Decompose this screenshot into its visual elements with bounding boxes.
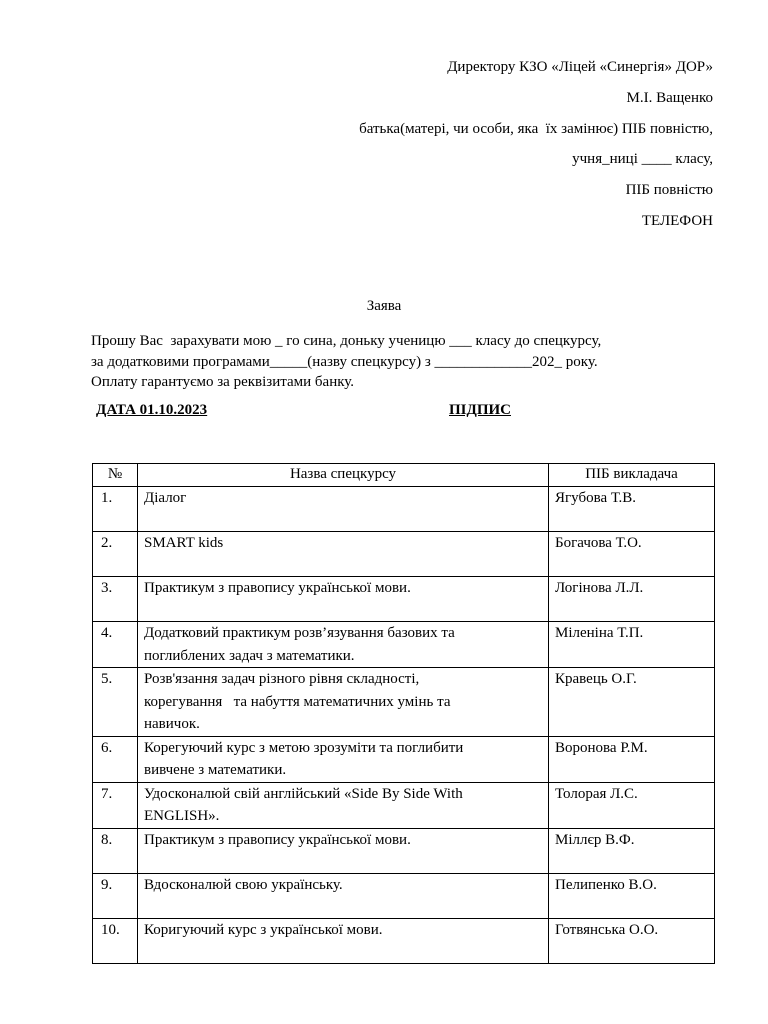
teacher-name: Міленіна Т.П.	[549, 622, 715, 668]
course-name-cell	[138, 622, 549, 668]
table-row	[93, 532, 715, 577]
application-text	[91, 331, 721, 393]
teacher-name: Ягубова Т.В.	[549, 487, 715, 532]
course-name-cell	[138, 668, 549, 737]
teacher-name: Кравець О.Г.	[549, 668, 715, 737]
application-line: Оплату гарантуємо за реквізитами банку.	[91, 374, 355, 390]
course-name-cell	[138, 828, 549, 873]
course-name-cell	[138, 736, 549, 782]
table-header-row	[93, 464, 715, 487]
row-number: 7.	[93, 782, 138, 828]
table-row	[93, 622, 715, 668]
document-title: Заява	[366, 298, 402, 314]
row-number: 2.	[93, 532, 138, 577]
course-name-cell	[138, 487, 549, 532]
course-name-line: Практикум з правопису української мови.	[144, 831, 411, 848]
table-row	[93, 918, 715, 963]
addressee-block	[359, 52, 713, 237]
parent-line: батька(матері, чи особи, яка їх замінює) ПІБ повністю,	[359, 120, 713, 137]
date-label: ДАТА 01.10.2023	[96, 402, 208, 418]
application-line: Прошу Вас зарахувати мою _ го сина, доньку ученицю ___ класу до спецкурсу,	[91, 333, 602, 349]
director-name: М.І. Ващенко	[626, 89, 713, 106]
course-name-line: Розв'язання задач різного рівня складності,	[144, 671, 420, 687]
table-row	[93, 828, 715, 873]
course-name-line: вивчене з математики.	[144, 762, 287, 778]
teacher-name: Пелипенко В.О.	[549, 873, 715, 918]
course-name-line: SMART kids	[144, 535, 224, 551]
course-name-line: ENGLISH».	[144, 808, 220, 824]
course-name-line: Діалог	[144, 490, 187, 506]
row-number: 9.	[93, 873, 138, 918]
full-name-line: ПІБ повністю	[625, 182, 713, 199]
row-number: 1.	[93, 487, 138, 532]
course-name-line: Коригуючий курс з української мови.	[144, 921, 383, 938]
courses-table	[92, 463, 715, 964]
teacher-name: Толорая Л.С.	[549, 782, 715, 828]
teacher-name: Воронова Р.М.	[549, 736, 715, 782]
column-header-teacher: ПІБ викладача	[549, 464, 715, 487]
course-name-cell	[138, 577, 549, 622]
phone-line: ТЕЛЕФОН	[641, 212, 713, 229]
course-name-line: Удосконалюй свій англійський «Side By Side With	[144, 785, 463, 802]
student-class-line: учня_ниці ____ класу,	[572, 151, 713, 168]
teacher-name: Логінова Л.Л.	[549, 577, 715, 622]
course-name-line: Вдосконалюй свою українську.	[144, 876, 343, 893]
row-number: 8.	[93, 828, 138, 873]
table-row	[93, 577, 715, 622]
course-name-cell	[138, 782, 549, 828]
table-row	[93, 873, 715, 918]
course-name-line: Практикум з правопису української мови.	[144, 580, 411, 596]
teacher-name: Богачова Т.О.	[549, 532, 715, 577]
teacher-name: Міллєр В.Ф.	[549, 828, 715, 873]
course-name-line: Корегуючий курс з метою зрозуміти та поглибити	[144, 739, 464, 756]
course-name-line: корегування та набуття математичних умінь та	[144, 693, 451, 710]
table-row	[93, 782, 715, 828]
row-number: 10.	[93, 918, 138, 963]
course-name-line: Додатковий практикум розв’язування базових та	[144, 625, 455, 641]
column-header-number: №	[93, 464, 138, 487]
addressee-line: Директору КЗО «Ліцей «Синергія» ДОР»	[447, 59, 713, 75]
table-row	[93, 487, 715, 532]
course-name-line: навичок.	[144, 716, 200, 732]
course-name-line: поглиблених задач з математики.	[144, 647, 355, 664]
application-line: за додатковими програмами_____(назву спецкурсу) з _____________202_ року.	[91, 353, 598, 370]
row-number: 6.	[93, 736, 138, 782]
course-name-cell	[138, 918, 549, 963]
column-header-course: Назва спецкурсу	[138, 464, 549, 487]
row-number: 3.	[93, 577, 138, 622]
signature-label: ПІДПИС	[449, 402, 511, 418]
teacher-name: Готвянська О.О.	[549, 918, 715, 963]
row-number: 5.	[93, 668, 138, 737]
table-row	[93, 736, 715, 782]
course-name-cell	[138, 532, 549, 577]
table-row	[93, 668, 715, 737]
row-number: 4.	[93, 622, 138, 668]
course-name-cell	[138, 873, 549, 918]
